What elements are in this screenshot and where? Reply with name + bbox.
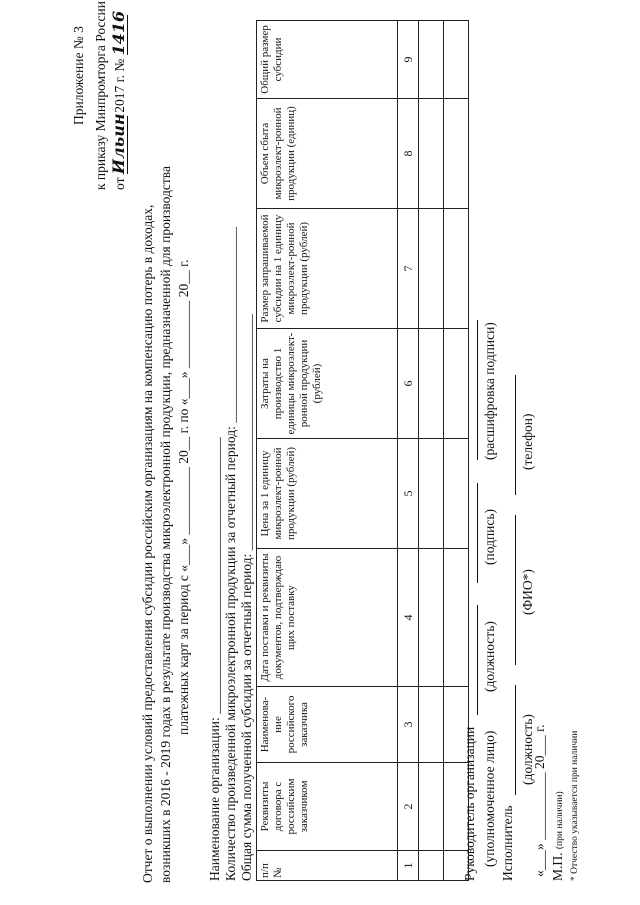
stamp-note: (при наличии) <box>555 791 565 850</box>
order-date-line <box>109 10 128 190</box>
column-number: 2 <box>398 763 419 851</box>
column-number: 7 <box>398 209 419 329</box>
order-date-signature: Ильин <box>109 113 128 175</box>
executor-phone-caption: (телефон) <box>520 413 535 470</box>
decoding-line <box>477 320 478 460</box>
header-cell: Объем сбыта микроэлект-ронной продукции (единиц) <box>257 99 398 209</box>
head-of-organization-label: Руководитель организации <box>462 726 477 881</box>
header-cell: Общий размер субсидии <box>257 21 398 99</box>
executor-position-caption: (должность) <box>520 714 535 785</box>
column-number: 4 <box>398 549 419 687</box>
column-number: 5 <box>398 439 419 549</box>
quantity-field: Количество произведенной микроэлектронной продукции за отчетный период: _____________________________ <box>223 227 238 881</box>
executor-phone-line <box>515 375 516 495</box>
subsidy-table <box>256 20 469 881</box>
column-number: 6 <box>398 329 419 439</box>
column-number: 3 <box>398 687 419 763</box>
header-cell: Цена за 1 единицу микроэлект-ронной продукции (рублей) <box>257 439 398 549</box>
header-cell: Реквизиты договора с российским заказчиком <box>257 763 398 851</box>
executor-label: Исполнитель <box>500 805 515 881</box>
header-cell: п/п № <box>257 851 398 881</box>
executor-fio-line <box>515 515 516 665</box>
authorized-person-label: (уполномоченное лицо) <box>482 730 497 867</box>
report-title-line-2: возникших в 2016 - 2019 годах в результате производства микроэлектронной продукции, предназначенной для производства <box>158 166 173 883</box>
annex-number: Приложение № 3 <box>71 26 86 125</box>
stamp-line <box>550 791 566 881</box>
executor-position-line <box>515 685 516 795</box>
footnote: * Отчество указывается при наличии <box>570 730 580 881</box>
header-cell: Дата поставки и реквизиты документов, подтверждаю щих поставку <box>257 549 398 687</box>
column-number: 8 <box>398 99 419 209</box>
order-date-prefix: от <box>112 177 127 190</box>
table-header-row <box>257 21 398 881</box>
org-name-field: Наименование организации: _________________________________________ <box>207 437 222 881</box>
table-number-row <box>398 21 419 881</box>
order-number-signature: 1416 <box>109 10 128 56</box>
order-reference: к приказу Минпромторга России <box>93 1 108 190</box>
stamp-label: М.П. <box>550 852 565 881</box>
header-cell: Затраты на производство 1 единицы микроэлект-ронной продукции (рублей) <box>257 329 398 439</box>
total-sum-field: Общая сумма полученной субсидии за отчетный период: ___________________________________ <box>239 314 254 881</box>
table-row <box>419 21 444 881</box>
header-cell: Размер запрашиваемой субсидии на 1 единицу микроэлект-ронной продукции (рублей) <box>257 209 398 329</box>
position-line <box>477 605 478 715</box>
position-caption: (должность) <box>482 621 497 692</box>
report-title-line-1: Отчет о выполнении условий предоставления субсидии российским организациям на компенсацию потерь в доходах, <box>140 204 155 883</box>
report-title-line-3: платежных карт за период с «___» __________ 20__ г. по «___» __________ 20__ г. <box>176 259 191 735</box>
date-line: «___» __________ 20___ г. <box>532 724 547 877</box>
signature-line <box>477 483 478 583</box>
executor-fio-caption: (ФИО*) <box>520 569 535 615</box>
column-number: 9 <box>398 21 419 99</box>
signature-caption: (подпись) <box>482 508 497 565</box>
order-date-year: 2017 г. № <box>112 58 127 113</box>
column-number: 1 <box>398 851 419 881</box>
header-cell: Наименова-ние российского заказчика <box>257 687 398 763</box>
decoding-caption: (расшифровка подписи) <box>482 322 497 460</box>
